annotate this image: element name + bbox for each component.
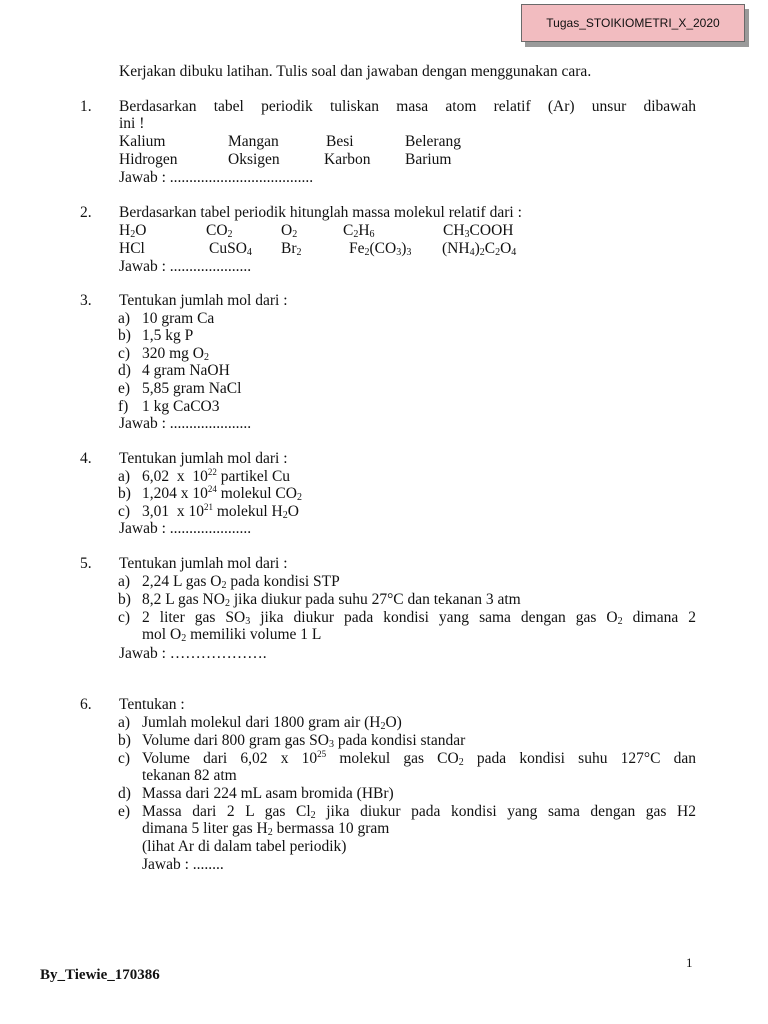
q3-item: 1,5 kg P — [142, 327, 194, 344]
item-marker: c) — [118, 609, 131, 626]
q1-element: Barium — [405, 151, 452, 168]
item-marker: e) — [118, 803, 131, 820]
formula-o2: $O_2$ — [281, 222, 298, 240]
q6-number: 6. — [80, 696, 92, 713]
q4-title: Tentukan jumlah mol dari : — [119, 450, 288, 467]
q3-item: 1 kg CaCO3 — [142, 398, 220, 415]
item-marker: c) — [118, 345, 131, 362]
formula-cuso4: CuSO$_4$ — [209, 240, 252, 258]
q3-title: Tentukan jumlah mol dari : — [119, 292, 288, 309]
assignment-tag — [521, 4, 747, 44]
q3-item: 320 mg $O_2$ — [142, 345, 209, 363]
q5-item: 2 liter gas $SO_3$ jika diukur pada kondisi yang sama dengan gas $O_2$ dimana 2 — [142, 609, 696, 627]
formula-co2: $CO_2$ — [206, 222, 233, 240]
q6-note: (lihat Ar di dalam tabel periodik) — [142, 838, 347, 855]
q5-item: 2,24 L gas $O_2$ pada kondisi STP — [142, 573, 340, 591]
item-marker: f) — [118, 398, 129, 415]
item-marker: d) — [118, 362, 131, 379]
q1-element: Mangan — [228, 133, 279, 150]
q6-item: Volume dari 800 gram gas $SO_3$ pada kondisi standar — [142, 732, 466, 750]
q4-item: 6,02 x $10^{22}$ partikel Cu — [142, 467, 291, 485]
q4-answer: Jawab : ..................... — [119, 520, 252, 537]
q6-item-cont: dimana 5 liter gas $H_2$ bermassa 10 gram — [142, 820, 390, 838]
q1-answer: Jawab : ..................................... — [119, 169, 314, 186]
q5-item: 8,2 L gas $NO_2$ jika diukur pada suhu 27°C dan tekanan 3 atm — [142, 591, 521, 609]
item-marker: b) — [118, 732, 131, 749]
q5-title: Tentukan jumlah mol dari : — [119, 555, 288, 572]
q4-item: 1,204 x $10^{24}$ molekul $CO_2$ — [142, 484, 302, 503]
formula-h2o: $H_2O$ — [119, 222, 147, 240]
q2-answer: Jawab : ..................... — [119, 258, 252, 275]
item-marker: b) — [118, 591, 131, 608]
item-marker: b) — [118, 485, 131, 502]
item-marker: a) — [118, 310, 131, 327]
q6-item: Volume dari 6,02 x $10^{25}$ molekul gas $CO_2$ pada kondisi suhu 127°C dan — [142, 749, 696, 768]
q6-item: Jumlah molekul dari 1800 gram air $(H_2O)$ — [142, 714, 402, 732]
q4-item: 3,01 x $10^{21}$ molekul $H_2O$ — [142, 502, 299, 521]
q2-number: 2. — [80, 204, 92, 221]
q6-item: Massa dari 224 mL asam bromida (HBr) — [142, 785, 394, 802]
formula-ch3cooh: $CH_3COOH$ — [443, 222, 514, 240]
q1-element: Hidrogen — [119, 151, 178, 168]
item-marker: c) — [118, 750, 131, 767]
item-marker: a) — [118, 573, 131, 590]
q5-number: 5. — [80, 555, 92, 572]
q3-item: 5,85 gram NaCl — [142, 380, 242, 397]
formula-c2h6: $C_2H_6$ — [343, 222, 375, 240]
formula-nh42c2o4: $(NH_4)_2C_2O_4$ — [442, 240, 517, 258]
item-marker: d) — [118, 785, 131, 802]
q3-item: 4 gram NaOH — [142, 362, 230, 379]
author-credit: By_Tiewie_170386 — [40, 967, 160, 983]
formula-fe2co33: $Fe_2(CO_3)_3$ — [349, 240, 412, 258]
q6-answer: Jawab : ........ — [142, 856, 224, 873]
q2-text: Berdasarkan tabel periodik hitunglah massa molekul relatif dari : — [119, 204, 522, 221]
q4-number: 4. — [80, 450, 92, 467]
q1-element: Belerang — [405, 133, 461, 150]
q1-element: Besi — [326, 133, 354, 150]
q3-number: 3. — [80, 292, 92, 309]
page-number: 1 — [686, 955, 693, 970]
formula-hcl: HCl — [119, 240, 145, 257]
item-marker: c) — [118, 503, 131, 520]
assignment-tag-label: Tugas_STOIKIOMETRI_X_2020 — [521, 4, 745, 42]
q6-title: Tentukan : — [119, 696, 185, 713]
formula-br2: $Br_2$ — [281, 240, 302, 258]
item-marker: b) — [118, 327, 131, 344]
q3-item: 10 gram Ca — [142, 310, 215, 327]
instruction: Kerjakan dibuku latihan. Tulis soal dan jawaban dengan menggunakan cara. — [119, 63, 592, 80]
q1-text-cont: ini ! — [119, 115, 145, 132]
q3-answer: Jawab : ..................... — [119, 415, 252, 432]
q1-element: Kalium — [119, 133, 166, 150]
q5-answer: Jawab : ………………. — [119, 645, 267, 662]
q6-item: Massa dari 2 L gas $Cl_2$ jika diukur pada kondisi yang sama dengan gas H2 — [142, 803, 696, 821]
q1-text: Berdasarkan tabel periodik tuliskan masa atom relatif (Ar) unsur dibawah — [119, 98, 696, 115]
item-marker: a) — [118, 714, 131, 731]
item-marker: e) — [118, 380, 131, 397]
q1-element: Oksigen — [228, 151, 280, 168]
item-marker: a) — [118, 468, 131, 485]
q1-number: 1. — [80, 98, 92, 115]
q6-item-cont: tekanan 82 atm — [142, 767, 237, 784]
q5-item-cont: mol $O_2$ memiliki volume 1 L — [142, 626, 322, 644]
q1-element: Karbon — [324, 151, 371, 168]
